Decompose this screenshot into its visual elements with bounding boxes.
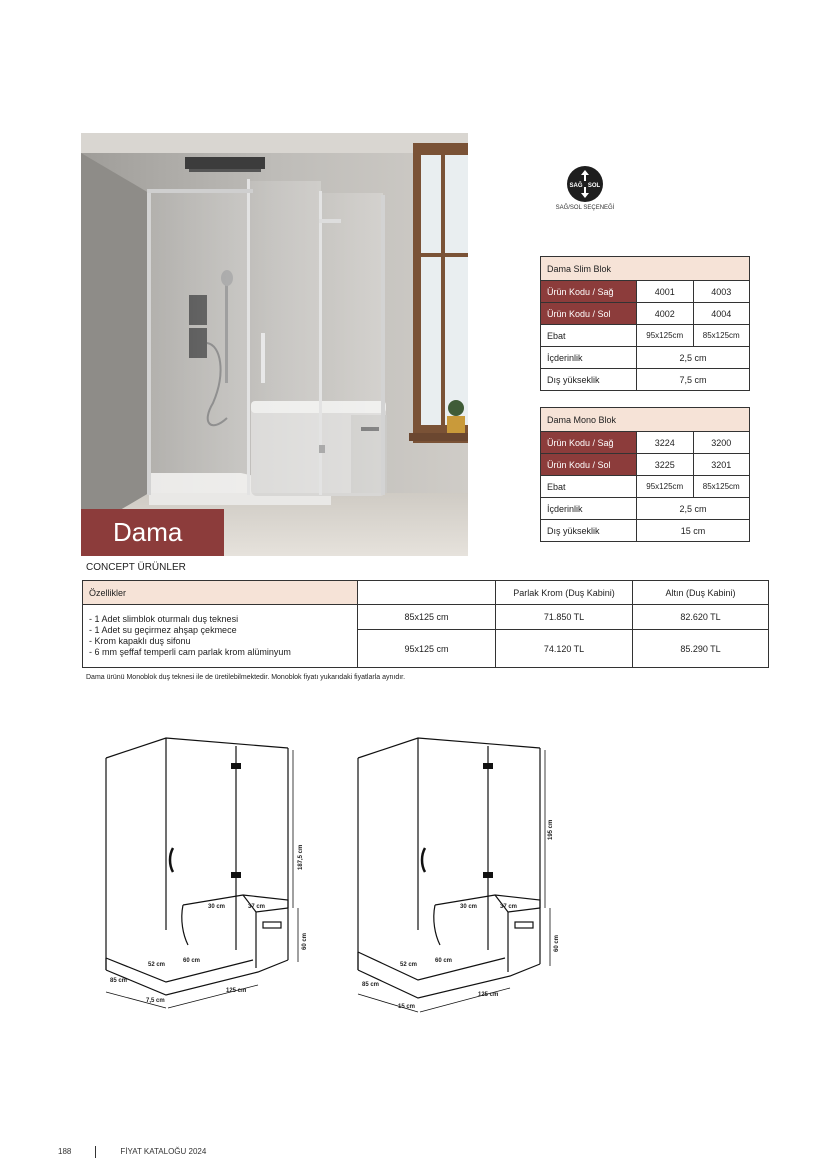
dim-inner-w: 52 cm: [400, 962, 418, 968]
mono-code-right-1: 3224: [637, 432, 694, 454]
price-row-chrome: 74.120 TL: [496, 630, 633, 668]
mono-code-left-2: 3201: [693, 454, 750, 476]
page-number: 188: [58, 1147, 72, 1157]
mono-size-label: Ebat: [541, 476, 637, 498]
side-option-block: [545, 165, 625, 211]
dim-base-height: 7,5 cm: [146, 998, 165, 1004]
slim-code-right-1: 4001: [637, 281, 694, 303]
chrome-header: Parlak Krom (Duş Kabini): [496, 581, 633, 605]
dim-seat-w: 30 cm: [460, 904, 478, 910]
monoblok-note: Dama ürünü Monoblok duş teknesi ile de üretilebilmektedir. Monoblok fiyatı yukarıdaki fiyatlarla aynıdır.: [86, 674, 406, 681]
mono-outer-height-label: Dış yükseklik: [541, 520, 637, 542]
dim-inner-d: 60 cm: [435, 958, 453, 964]
price-row-size: 85x125 cm: [358, 605, 496, 630]
technical-drawing-slim: [88, 730, 318, 1020]
dim-length: 125 cm: [226, 988, 247, 994]
dim-inner-w: 52 cm: [148, 962, 166, 968]
slim-code-left-1: 4002: [637, 303, 694, 325]
slim-size-1: 95x125cm: [637, 325, 694, 347]
price-table: [82, 580, 769, 668]
sag-sol-arrows-icon: [565, 165, 605, 203]
slim-code-left-2: 4004: [693, 303, 750, 325]
features-cell: [83, 605, 358, 668]
price-row-gold: 85.290 TL: [633, 630, 769, 668]
slim-size-label: Ebat: [541, 325, 637, 347]
dim-depth: 85 cm: [362, 982, 380, 988]
mono-code-left-label: Ürün Kodu / Sol: [541, 454, 637, 476]
slim-size-2: 85x125cm: [693, 325, 750, 347]
feature-item: - 6 mm şeffaf temperli cam parlak krom alüminyum: [89, 647, 291, 657]
dim-seat-height: 60 cm: [302, 932, 308, 950]
mono-code-left-1: 3225: [637, 454, 694, 476]
price-row-gold: 82.620 TL: [633, 605, 769, 630]
feature-item: - 1 Adet su geçirmez ahşap çekmece: [89, 625, 237, 635]
dim-length: 125 cm: [478, 992, 499, 998]
slim-blok-title: Dama Slim Blok: [541, 257, 750, 281]
slim-outer-height-value: 7,5 cm: [637, 369, 750, 391]
dim-seat-w: 30 cm: [208, 904, 226, 910]
mono-code-right-label: Ürün Kodu / Sağ: [541, 432, 637, 454]
slim-inner-depth-value: 2,5 cm: [637, 347, 750, 369]
slim-outer-height-label: Dış yükseklik: [541, 369, 637, 391]
catalog-title: FİYAT KATALOĞU 2024: [120, 1147, 207, 1157]
dim-depth: 85 cm: [110, 978, 128, 984]
dim-seat-d: 37 cm: [500, 904, 518, 910]
feature-item: - 1 Adet slimblok oturmalı duş teknesi: [89, 614, 239, 624]
price-row-size: 95x125 cm: [358, 630, 496, 668]
mono-blok-table: [540, 407, 750, 542]
mono-outer-height-value: 15 cm: [637, 520, 750, 542]
hero-product-photo: [81, 133, 468, 556]
mono-blok-title: Dama Mono Blok: [541, 408, 750, 432]
slim-blok-table: [540, 256, 750, 391]
mono-inner-depth-label: İçderinlik: [541, 498, 637, 520]
footer-divider: [95, 1146, 96, 1158]
dim-total-height: 195 cm: [548, 819, 554, 840]
sol-icon-text: SOL: [587, 183, 601, 189]
mono-code-right-2: 3200: [693, 432, 750, 454]
dim-seat-d: 37 cm: [248, 904, 266, 910]
shower-cabin-illustration: [81, 133, 468, 556]
technical-drawing-mono: [340, 730, 570, 1020]
product-title-banner: Dama: [81, 509, 224, 556]
price-row-chrome: 71.850 TL: [496, 605, 633, 630]
slim-inner-depth-label: İçderinlik: [541, 347, 637, 369]
dim-seat-height: 60 cm: [554, 934, 560, 952]
size-header: [358, 581, 496, 605]
mono-size-1: 95x125cm: [637, 476, 694, 498]
mono-inner-depth-value: 2,5 cm: [637, 498, 750, 520]
side-option-label: SAĞ/SOL SEÇENEĞİ: [555, 205, 615, 211]
slim-code-right-label: Ürün Kodu / Sağ: [541, 281, 637, 303]
concept-products-label: CONCEPT ÜRÜNLER: [86, 562, 186, 573]
gold-header: Altın (Duş Kabini): [633, 581, 769, 605]
sag-icon-text: SAĞ: [569, 183, 583, 189]
dim-total-height: 187,5 cm: [298, 844, 304, 870]
slim-code-left-label: Ürün Kodu / Sol: [541, 303, 637, 325]
page-footer: [58, 1146, 206, 1158]
mono-size-2: 85x125cm: [693, 476, 750, 498]
dim-inner-d: 60 cm: [183, 958, 201, 964]
features-header: Özellikler: [83, 581, 358, 605]
feature-item: - Krom kapaklı duş sifonu: [89, 636, 191, 646]
slim-code-right-2: 4003: [693, 281, 750, 303]
dim-base-height: 15 cm: [398, 1004, 416, 1010]
